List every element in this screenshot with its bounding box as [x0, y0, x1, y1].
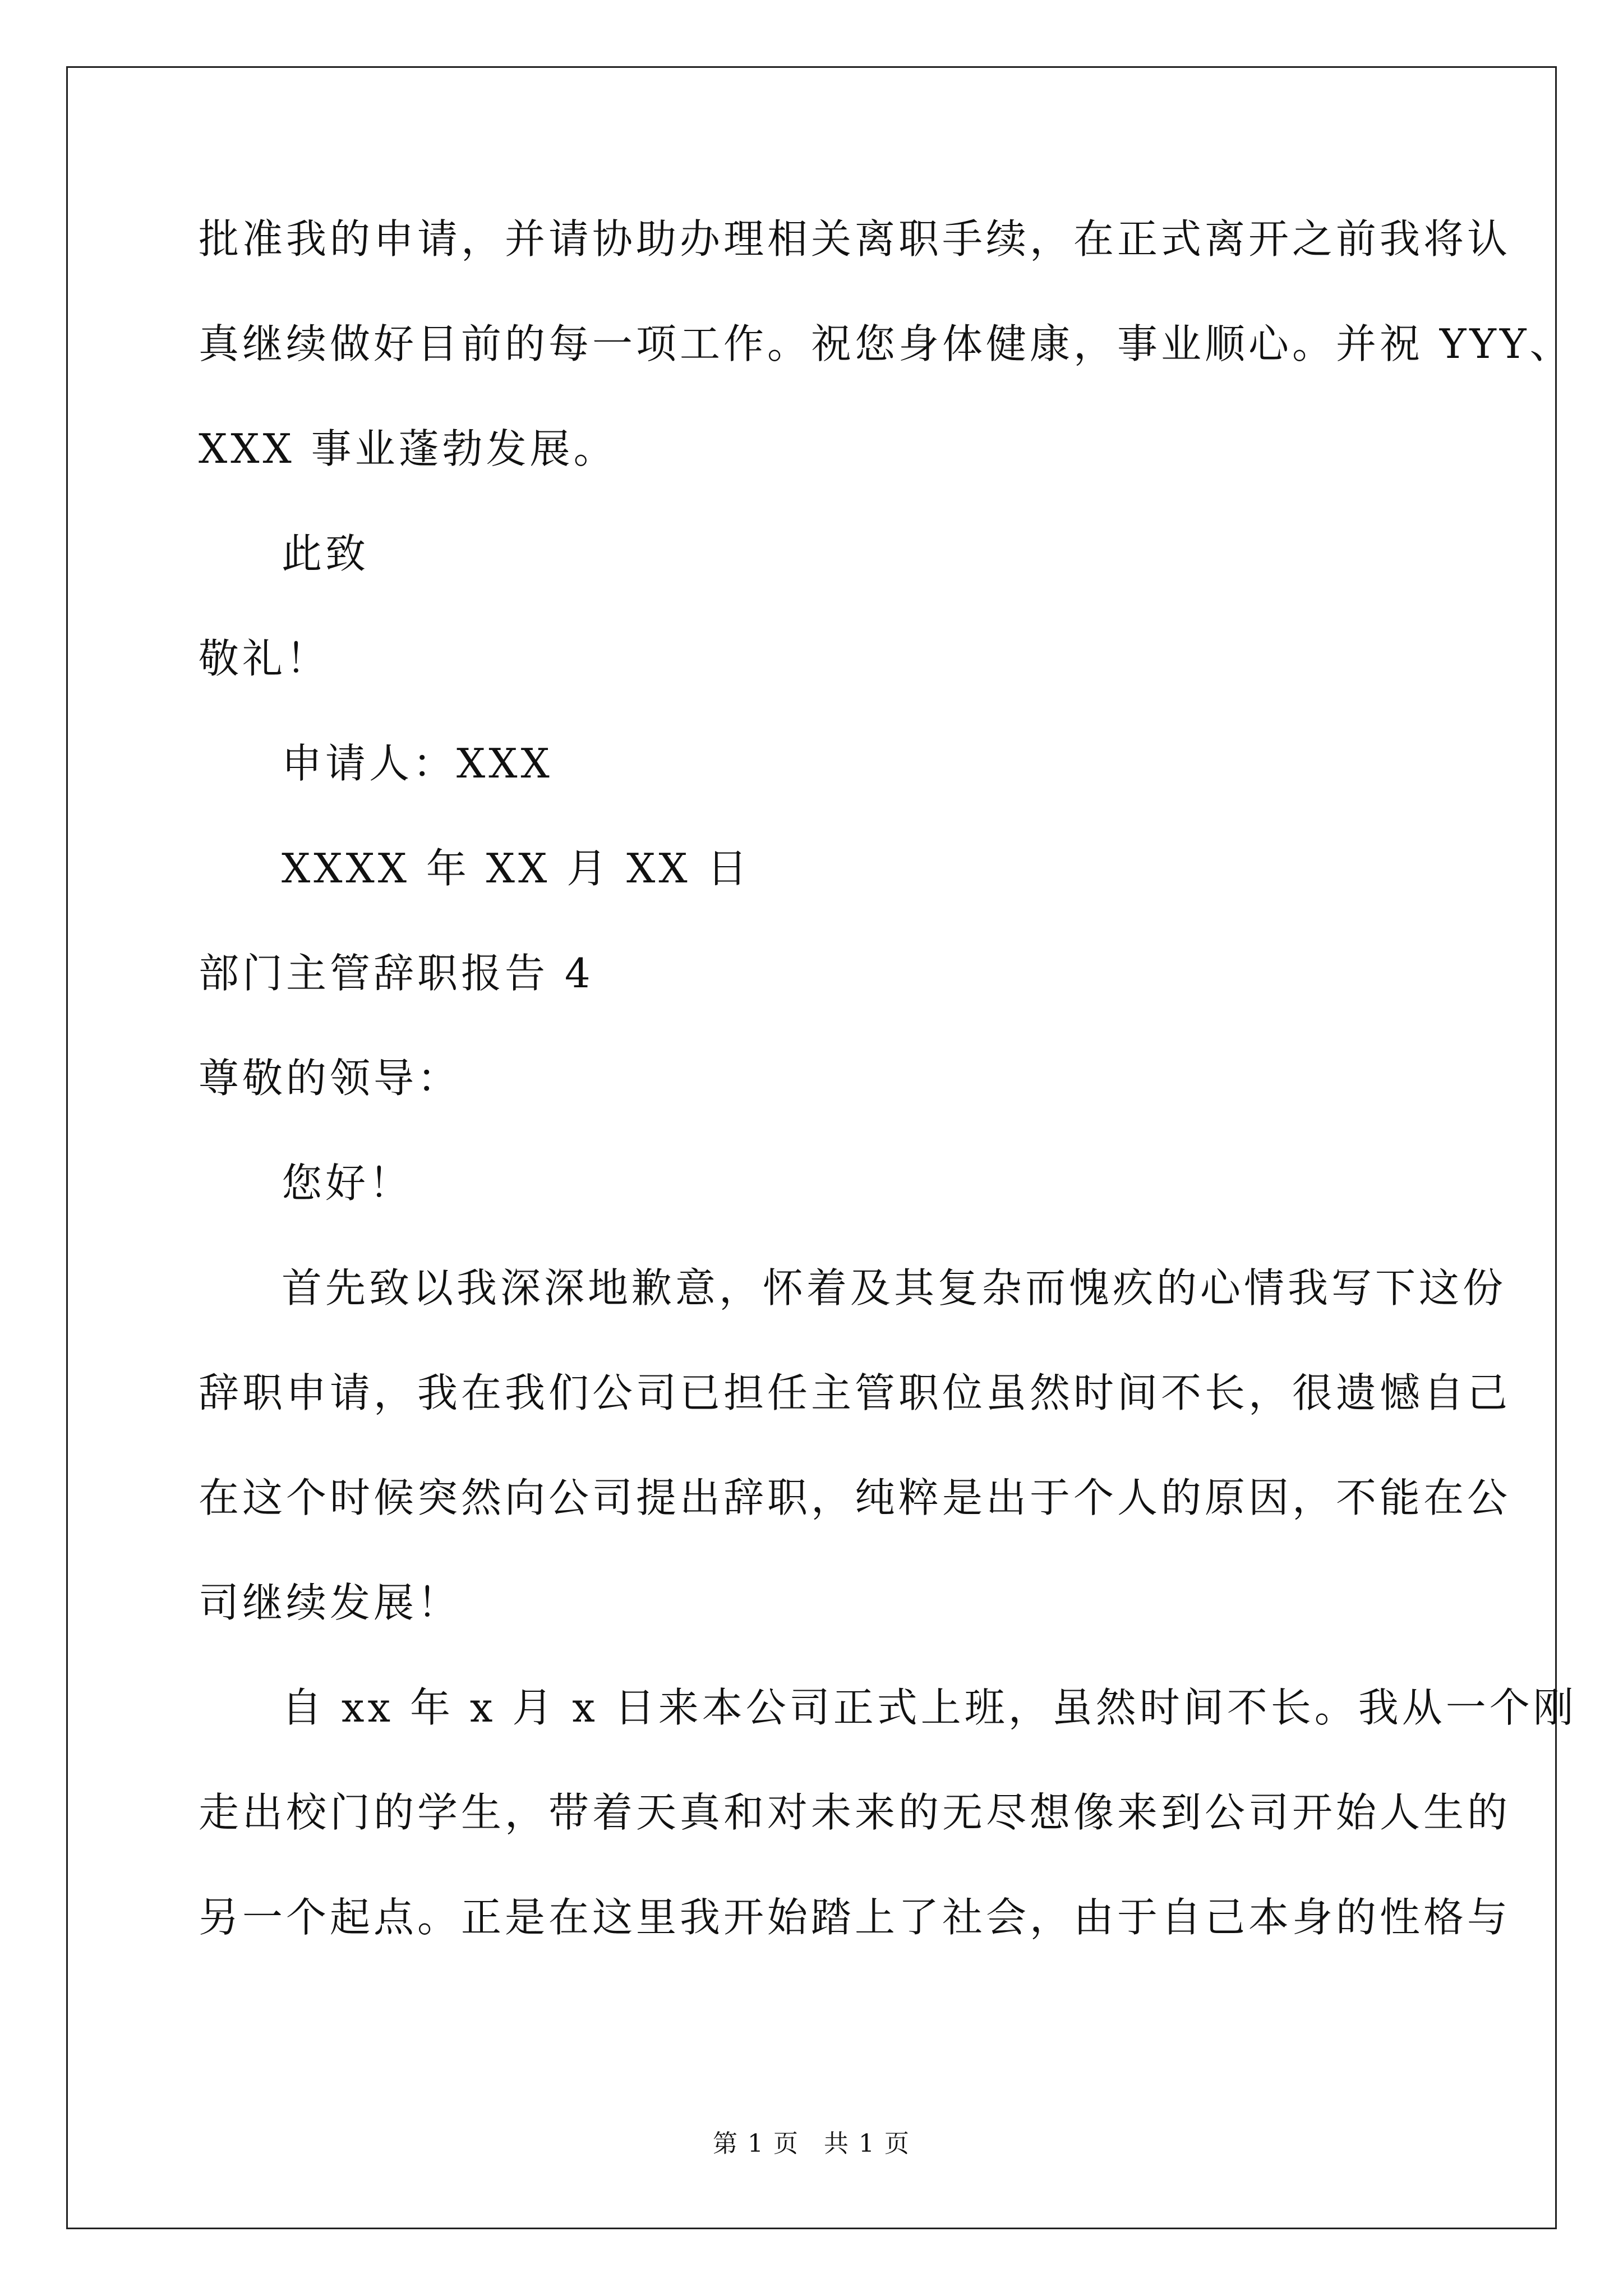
body-line-16: 走出校门的学生，带着天真和对未来的无尽想像来到公司开始人生的	[199, 1789, 1511, 1836]
page-footer	[0, 2129, 1623, 2158]
body-line-14: 司继续发展！	[199, 1579, 462, 1626]
closing-salutation: 此致	[282, 530, 370, 577]
body-line-11: 首先致以我深深地歉意，怀着及其复杂而愧疚的心情我写下这份	[282, 1264, 1507, 1312]
body-line-1: 批准我的申请，并请协助办理相关离职手续，在正式离开之前我将认	[199, 215, 1511, 263]
closing-regards: 敬礼！	[199, 635, 330, 682]
applicant-signature: 申请人：XXX	[282, 740, 553, 787]
signature-date: XXXX 年 XX 月 XX 日	[282, 845, 751, 892]
body-line-13: 在这个时候突然向公司提出辞职，纯粹是出于个人的原因，不能在公	[199, 1474, 1511, 1521]
document-body	[199, 215, 1577, 2002]
body-line-12: 辞职申请，我在我们公司已担任主管职位虽然时间不长，很遗憾自己	[199, 1369, 1511, 1416]
section-title: 部门主管辞职报告 4	[199, 950, 594, 997]
page-number: 第 1 页	[713, 2129, 799, 2158]
body-line-17: 另一个起点。正是在这里我开始踏上了社会，由于自己本身的性格与	[199, 1894, 1511, 1941]
letter-greeting: 尊敬的领导：	[199, 1055, 462, 1102]
body-line-2: 真继续做好目前的每一项工作。祝您身体健康，事业顺心。并祝 YYY、	[199, 320, 1574, 367]
body-line-15: 自 xx 年 x 月 x 日来本公司正式上班，虽然时间不长。我从一个刚	[282, 1684, 1577, 1731]
body-line-3: XXX 事业蓬勃发展。	[199, 425, 617, 472]
page-total: 共 1 页	[824, 2129, 910, 2158]
letter-hello: 您好！	[282, 1159, 413, 1207]
